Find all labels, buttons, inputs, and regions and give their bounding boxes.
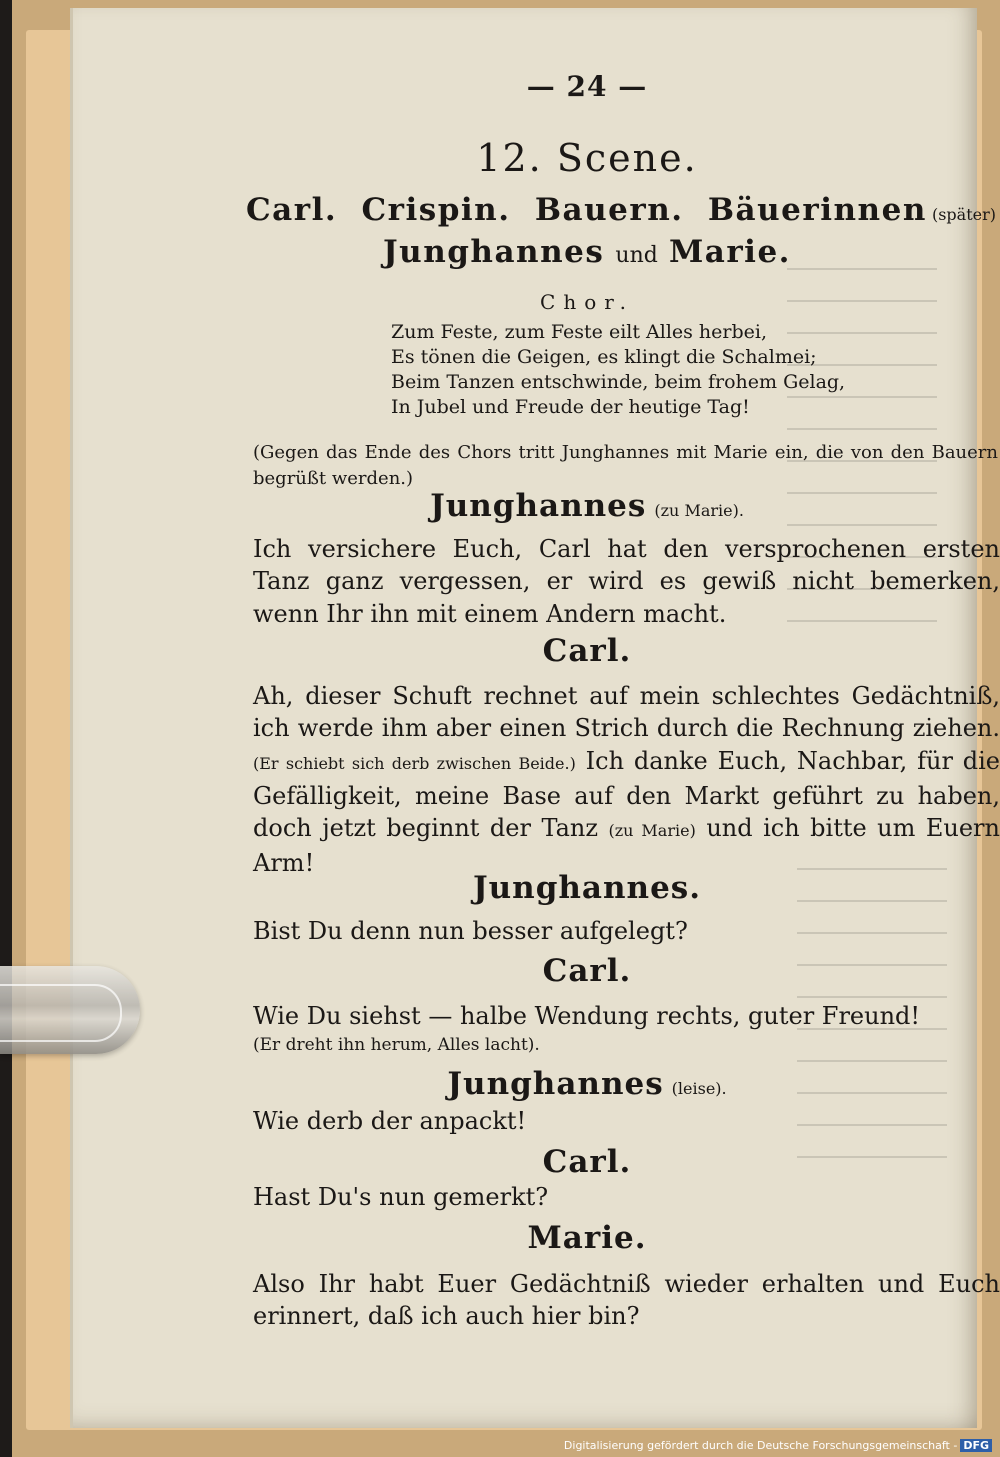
- page-clip-highlight: [0, 984, 122, 1042]
- cast-name: Crispin.: [361, 192, 511, 228]
- speech-text: Ich versichere Euch, Carl hat den versprochenen ersten Tanz ganz vergessen, er wird es gewiß nicht bemerken, wenn Ihr ihn mit einem Andern macht.: [253, 535, 1000, 628]
- scene-title: 12. Scene.: [476, 136, 698, 180]
- speech-text: Also Ihr habt Euer Gedächtniß wieder erhalten und Euch erinnert, daß ich auch hier bin?: [253, 1270, 1000, 1331]
- speech-part: Ah, dieser Schuft rechnet auf mein schlechtes Gedächtniß, ich werde ihm aber einen Strich durch die Rechnung ziehen.: [253, 682, 1000, 743]
- speaker-heading: [181, 633, 993, 669]
- cast-note: (später): [931, 205, 996, 224]
- cast-conjunction: und: [615, 243, 658, 268]
- speaker-note: (zu Marie).: [654, 501, 744, 520]
- verse-line: Beim Tanzen entschwinde, beim frohem Gelag,: [391, 371, 846, 393]
- page-number: — 24 —: [526, 70, 648, 103]
- verse-line: Zum Feste, zum Feste eilt Alles herbei,: [391, 321, 768, 343]
- cast-name: Junghannes: [383, 234, 605, 270]
- speaker-heading: [181, 488, 993, 524]
- speech-text: Wie Du siehst — halbe Wendung rechts, guter Freund!: [253, 1002, 921, 1030]
- speech-part: Ich danke Euch, Nachbar, für die Gefälligkeit, meine Base auf den Markt geführt zu haben, doch jetzt beginnt der Tanz: [253, 746, 1000, 843]
- stage-direction: (Gegen das Ende des Chors tritt Junghannes mit Marie ein, die von den Bauern begrüßt werden.): [253, 442, 998, 489]
- credit-text: Digitalisierung gefördert durch die Deutsche Forschungsgemeinschaft -: [563, 1439, 958, 1452]
- speaker-name: Junghannes: [430, 488, 647, 524]
- speaker-name: Marie.: [527, 1220, 647, 1256]
- stage-direction: (Er dreht ihn herum, Alles lacht).: [253, 1035, 540, 1055]
- speaker-heading: [181, 953, 993, 989]
- verse-line: Es tönen die Geigen, es klingt die Schalmei;: [391, 346, 817, 368]
- cast-name-group: [708, 192, 996, 228]
- cast-name: Bäuerinnen: [707, 192, 927, 228]
- cast-name: Carl.: [246, 192, 338, 228]
- speaker-name: Junghannes.: [472, 870, 702, 906]
- speaker-name: Carl.: [542, 1144, 632, 1180]
- speech-text: Wie derb der anpackt!: [253, 1107, 527, 1135]
- speaker-heading: [181, 870, 993, 906]
- dfg-logo: DFG: [960, 1439, 992, 1452]
- cast-name: Bauern.: [534, 192, 684, 228]
- speaker-heading: [181, 1144, 993, 1180]
- digitization-credit: [564, 1439, 992, 1452]
- cast-list-line-2: [181, 234, 993, 270]
- speech-part: und ich bitte um Euern Arm!: [253, 814, 1000, 878]
- chor-verses: [391, 320, 951, 420]
- book-page: [70, 8, 1000, 1428]
- speech-text: Hast Du's nun gemerkt?: [253, 1183, 549, 1211]
- speech-text: [253, 680, 1000, 880]
- cast-list-line-1: [246, 192, 996, 228]
- speaker-note: (leise).: [671, 1079, 727, 1098]
- inline-stage-direction: (Er schiebt sich derb zwischen Beide.): [253, 753, 576, 773]
- speaker-heading: [181, 1066, 993, 1102]
- verse-line: In Jubel und Freude der heutige Tag!: [391, 396, 750, 418]
- cast-name: Marie.: [668, 234, 791, 270]
- speaker-name: Carl.: [542, 953, 632, 989]
- speaker-name: Junghannes: [447, 1066, 664, 1102]
- inline-stage-direction: (zu Marie): [608, 821, 696, 841]
- speaker-heading: [181, 1220, 993, 1256]
- speech-text: Bist Du denn nun besser aufgelegt?: [253, 917, 688, 945]
- speaker-name: Carl.: [542, 633, 632, 669]
- chor-label: Chor.: [540, 290, 634, 314]
